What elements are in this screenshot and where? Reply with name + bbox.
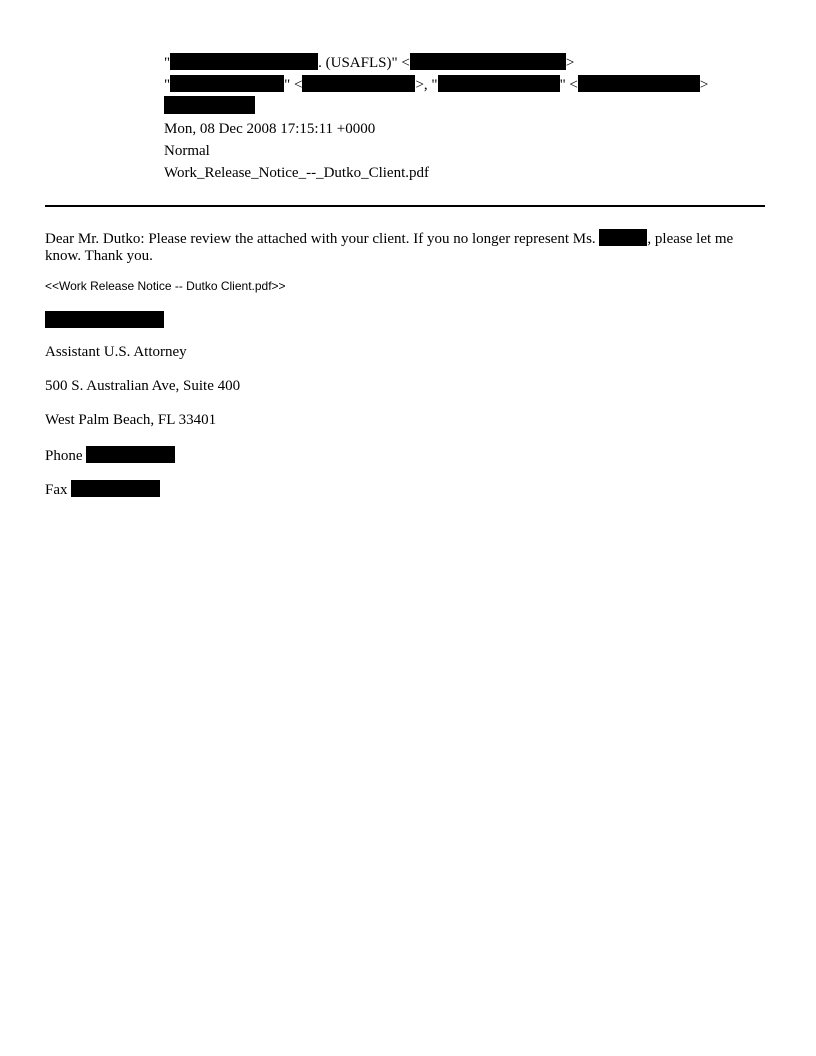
signature-address-line1: 500 S. Australian Ave, Suite 400: [45, 378, 241, 394]
message-body: [45, 229, 770, 265]
signature-title: Assistant U.S. Attorney: [45, 344, 187, 360]
signature-fax: [45, 480, 160, 499]
attachment-reference: <<Work Release Notice -- Dutko Client.pdf>>: [45, 279, 286, 293]
redaction-block: [410, 53, 566, 70]
redaction-block: [438, 75, 560, 92]
redaction-block: [302, 75, 415, 92]
attachments-value: Work_Release_Notice_--_Dutko_Client.pdf: [164, 165, 429, 181]
redaction-block: [170, 75, 284, 92]
signature-address-line2: West Palm Beach, FL 33401: [45, 412, 217, 428]
header-divider: [45, 205, 765, 207]
to-value: " " < >, " " < >: [164, 77, 709, 93]
signature-phone: [45, 446, 175, 465]
date-value: Mon, 08 Dec 2008 17:15:11 +0000: [164, 121, 376, 137]
redaction-block: [578, 75, 700, 92]
redaction-block: [86, 446, 175, 463]
signature-name-redaction: [45, 311, 164, 328]
importance-value: Normal: [164, 143, 210, 159]
redaction-block: [71, 480, 160, 497]
phone-label: Phone: [45, 448, 83, 464]
redaction-block: [599, 229, 647, 246]
redaction-block: [164, 96, 255, 114]
subject-value: [164, 96, 255, 118]
greeting-text-end: , please let me know. Thank you.: [45, 231, 734, 264]
greeting-text: Dear Mr. Dutko: Please review the attached with your client. If you no longer represent Ms.: [45, 231, 600, 247]
from-org-text: . (USAFLS)" <: [318, 55, 410, 71]
from-value: " . (USAFLS)" < >: [164, 55, 575, 71]
redaction-block: [170, 53, 318, 70]
fax-label: Fax: [45, 482, 68, 498]
